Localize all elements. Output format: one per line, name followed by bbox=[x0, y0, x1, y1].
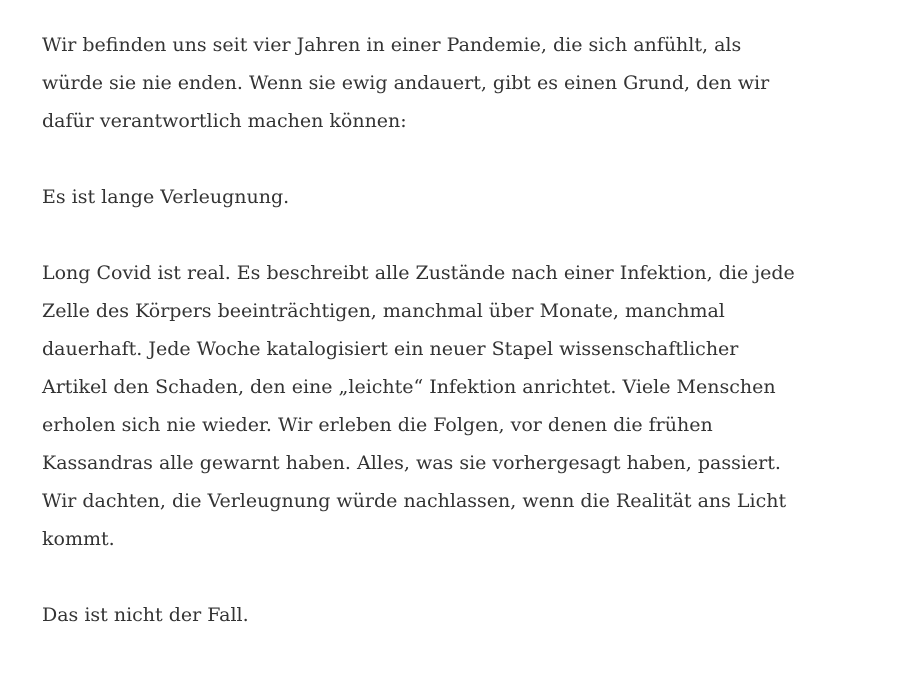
paragraph-denial: Es ist lange Verleugnung. bbox=[42, 186, 290, 208]
paragraph-conclusion: Das ist nicht der Fall. bbox=[42, 604, 249, 626]
article-body bbox=[42, 26, 882, 634]
paragraph-long-covid: Long Covid ist real. Es beschreibt alle Zustände nach einer Infektion, die jede Zelle des Körpers beeinträchtigen, manchmal über Monate, manchmal dauerhaft. Jede Woche katalogisiert ein neuer Stapel wissenschaftlicher Artikel den Schaden, den eine „leichte“ Infektion anrichtet. Viele Menschen erholen sich nie wieder. Wir erleben die Folgen, vor denen die frühen Kassandras alle gewarnt haben. Alles, was sie vorhergesagt haben, passiert. Wir dachten, die Verleugnung würde nachlassen, wenn die Realität ans Licht kommt. bbox=[42, 262, 795, 550]
paragraph-intro: Wir befinden uns seit vier Jahren in einer Pandemie, die sich anfühlt, als würde sie nie enden. Wenn sie ewig andauert, gibt es einen Grund, den wir dafür verantwortlich machen können: bbox=[42, 34, 770, 132]
